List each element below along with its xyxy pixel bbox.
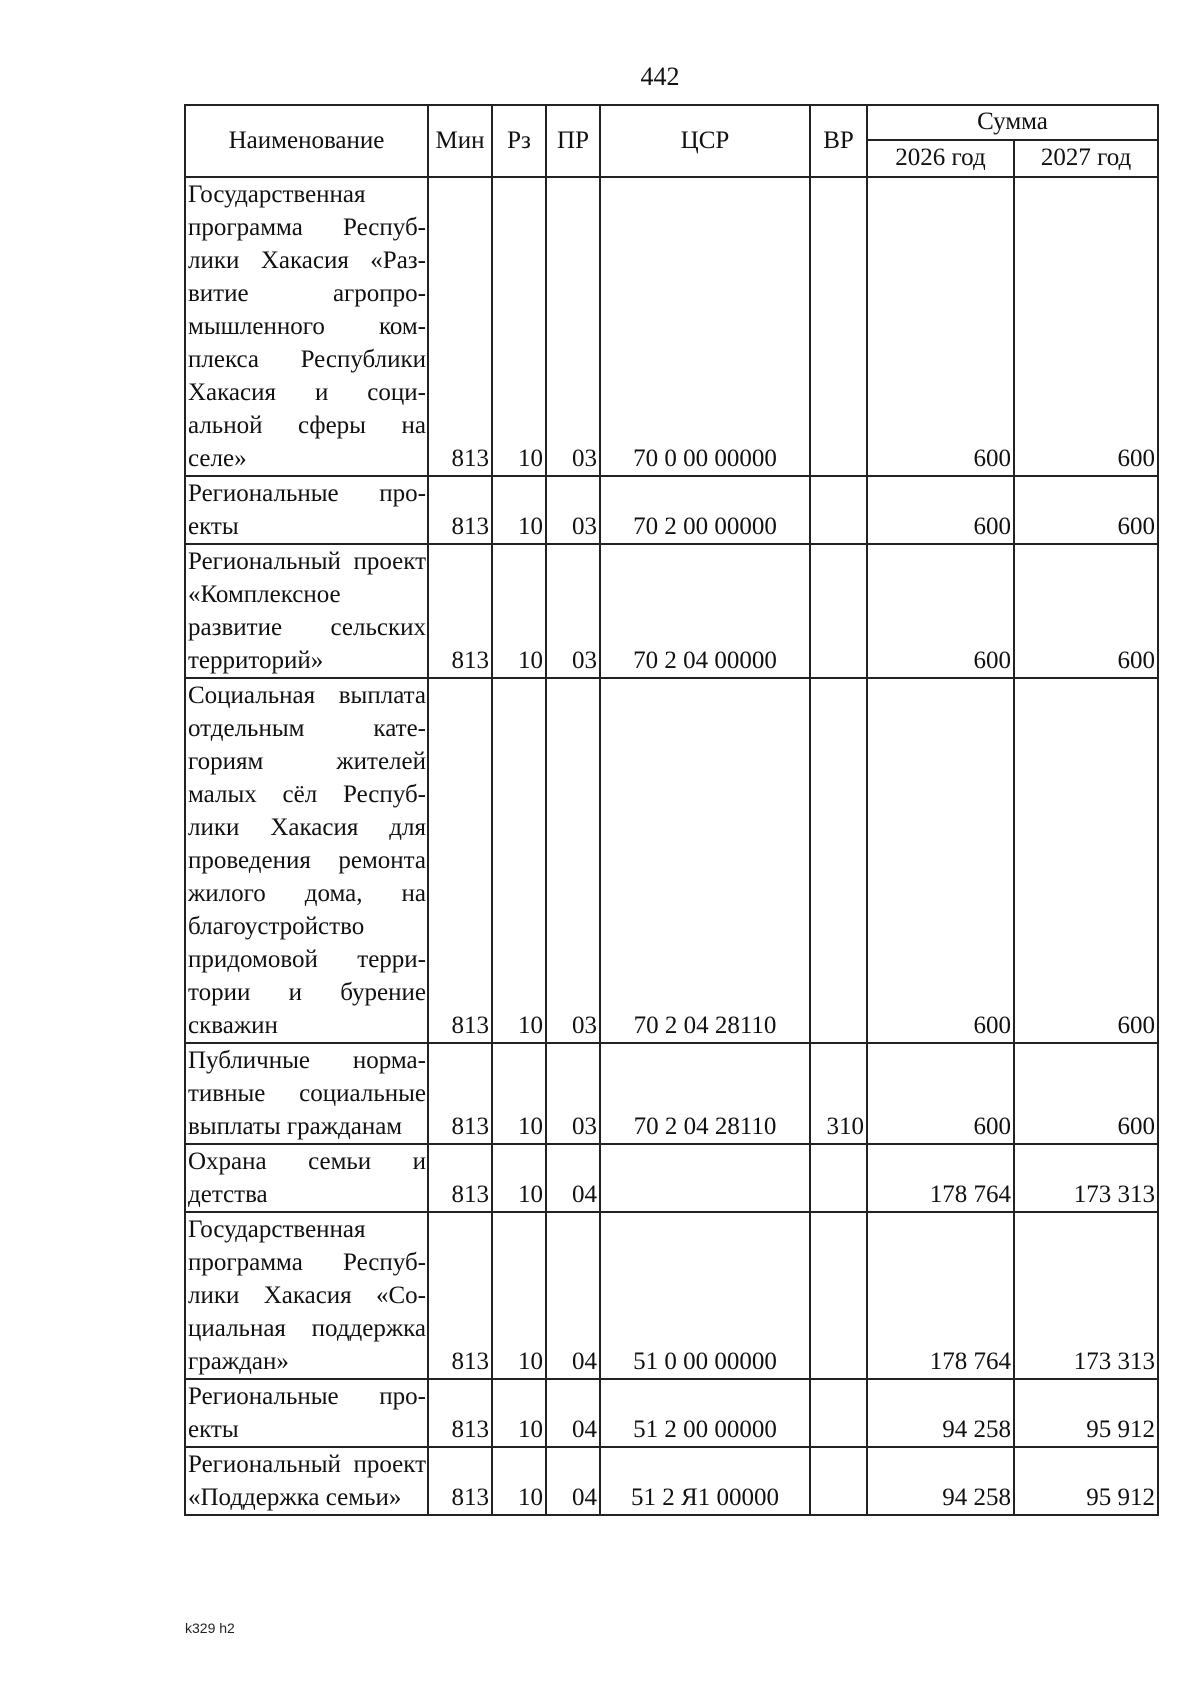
cell-min: 813 <box>428 1379 492 1447</box>
cell-rz: 10 <box>492 1379 546 1447</box>
cell-pr: 04 <box>546 1212 600 1379</box>
cell-vr <box>810 476 867 544</box>
table-row <box>185 544 1158 678</box>
cell-sum-2026: 600 <box>867 678 1014 1043</box>
table-row <box>185 476 1158 544</box>
header-name: Наименование <box>185 105 428 177</box>
cell-sum-2026: 178 764 <box>867 1212 1014 1379</box>
cell-min: 813 <box>428 1043 492 1144</box>
cell-rz: 10 <box>492 1447 546 1515</box>
cell-pr: 03 <box>546 177 600 476</box>
cell-min: 813 <box>428 544 492 678</box>
cell-sum-2026: 94 258 <box>867 1379 1014 1447</box>
table-row <box>185 678 1158 1043</box>
header-year-2027: 2027 год <box>1014 140 1158 177</box>
table-row <box>185 177 1158 476</box>
cell-vr <box>810 177 867 476</box>
cell-rz: 10 <box>492 177 546 476</box>
cell-sum-2027: 95 912 <box>1014 1379 1158 1447</box>
header-csr: ЦСР <box>600 105 810 177</box>
table-header <box>185 105 1158 177</box>
header-sum: Сумма <box>867 105 1158 140</box>
cell-csr: 70 2 04 00000 <box>600 544 810 678</box>
cell-rz: 10 <box>492 1043 546 1144</box>
cell-name: Региональные проекты <box>185 476 428 544</box>
header-rz: Рз <box>492 105 546 177</box>
cell-name: Государственная программа Республики Хакасия «Развитие агропромышленного комплекса Республики Хакасия и социальной сферы на селе» <box>185 177 428 476</box>
cell-name: Социальная выплата отдельным категориям жителей малых сёл Республики Хакасия для проведения ремонта жилого дома, на благоустройство придомовой территории и бурение скважин <box>185 678 428 1043</box>
cell-sum-2027: 95 912 <box>1014 1447 1158 1515</box>
cell-sum-2026: 600 <box>867 1043 1014 1144</box>
cell-csr: 70 2 04 28110 <box>600 678 810 1043</box>
cell-sum-2027: 600 <box>1014 544 1158 678</box>
cell-csr: 70 0 00 00000 <box>600 177 810 476</box>
header-vr: ВР <box>810 105 867 177</box>
cell-csr: 51 2 00 00000 <box>600 1379 810 1447</box>
cell-sum-2027: 600 <box>1014 678 1158 1043</box>
cell-sum-2026: 600 <box>867 177 1014 476</box>
cell-csr: 51 0 00 00000 <box>600 1212 810 1379</box>
cell-pr: 03 <box>546 678 600 1043</box>
cell-rz: 10 <box>492 544 546 678</box>
cell-name: Региональный проект «Комплексное развитие сельских территорий» <box>185 544 428 678</box>
cell-sum-2026: 94 258 <box>867 1447 1014 1515</box>
cell-name: Региональные проекты <box>185 1379 428 1447</box>
cell-name: Охрана семьи и детства <box>185 1144 428 1212</box>
cell-pr: 04 <box>546 1447 600 1515</box>
header-year-2026: 2026 год <box>867 140 1014 177</box>
cell-csr: 51 2 Я1 00000 <box>600 1447 810 1515</box>
cell-vr <box>810 1379 867 1447</box>
cell-rz: 10 <box>492 1144 546 1212</box>
table-row <box>185 1043 1158 1144</box>
cell-vr <box>810 544 867 678</box>
cell-name: Государственная программа Республики Хакасия «Социальная поддержка граждан» <box>185 1212 428 1379</box>
cell-vr: 310 <box>810 1043 867 1144</box>
cell-vr <box>810 1144 867 1212</box>
cell-sum-2027: 173 313 <box>1014 1144 1158 1212</box>
cell-sum-2027: 173 313 <box>1014 1212 1158 1379</box>
budget-table <box>184 104 1159 1516</box>
cell-min: 813 <box>428 678 492 1043</box>
cell-pr: 03 <box>546 1043 600 1144</box>
cell-min: 813 <box>428 1447 492 1515</box>
cell-min: 813 <box>428 177 492 476</box>
page-number: 442 <box>640 62 680 91</box>
cell-csr <box>600 1144 810 1212</box>
table-row <box>185 1379 1158 1447</box>
table-row <box>185 1447 1158 1515</box>
cell-sum-2027: 600 <box>1014 177 1158 476</box>
table-body <box>185 177 1158 1515</box>
cell-vr <box>810 678 867 1043</box>
cell-vr <box>810 1447 867 1515</box>
cell-min: 813 <box>428 1144 492 1212</box>
cell-rz: 10 <box>492 678 546 1043</box>
cell-pr: 03 <box>546 544 600 678</box>
cell-csr: 70 2 00 00000 <box>600 476 810 544</box>
cell-csr: 70 2 04 28110 <box>600 1043 810 1144</box>
cell-name: Региональный проект «Поддержка семьи» <box>185 1447 428 1515</box>
cell-sum-2027: 600 <box>1014 476 1158 544</box>
cell-rz: 10 <box>492 1212 546 1379</box>
cell-vr <box>810 1212 867 1379</box>
cell-sum-2026: 178 764 <box>867 1144 1014 1212</box>
footer-code: k329 h2 <box>185 1620 235 1636</box>
cell-min: 813 <box>428 476 492 544</box>
cell-name: Публичные нормативные социальные выплаты гражданам <box>185 1043 428 1144</box>
cell-min: 813 <box>428 1212 492 1379</box>
cell-sum-2027: 600 <box>1014 1043 1158 1144</box>
table-row <box>185 1144 1158 1212</box>
table-row <box>185 1212 1158 1379</box>
cell-rz: 10 <box>492 476 546 544</box>
cell-pr: 03 <box>546 476 600 544</box>
header-pr: ПР <box>546 105 600 177</box>
cell-sum-2026: 600 <box>867 544 1014 678</box>
header-min: Мин <box>428 105 492 177</box>
cell-pr: 04 <box>546 1144 600 1212</box>
cell-pr: 04 <box>546 1379 600 1447</box>
cell-sum-2026: 600 <box>867 476 1014 544</box>
